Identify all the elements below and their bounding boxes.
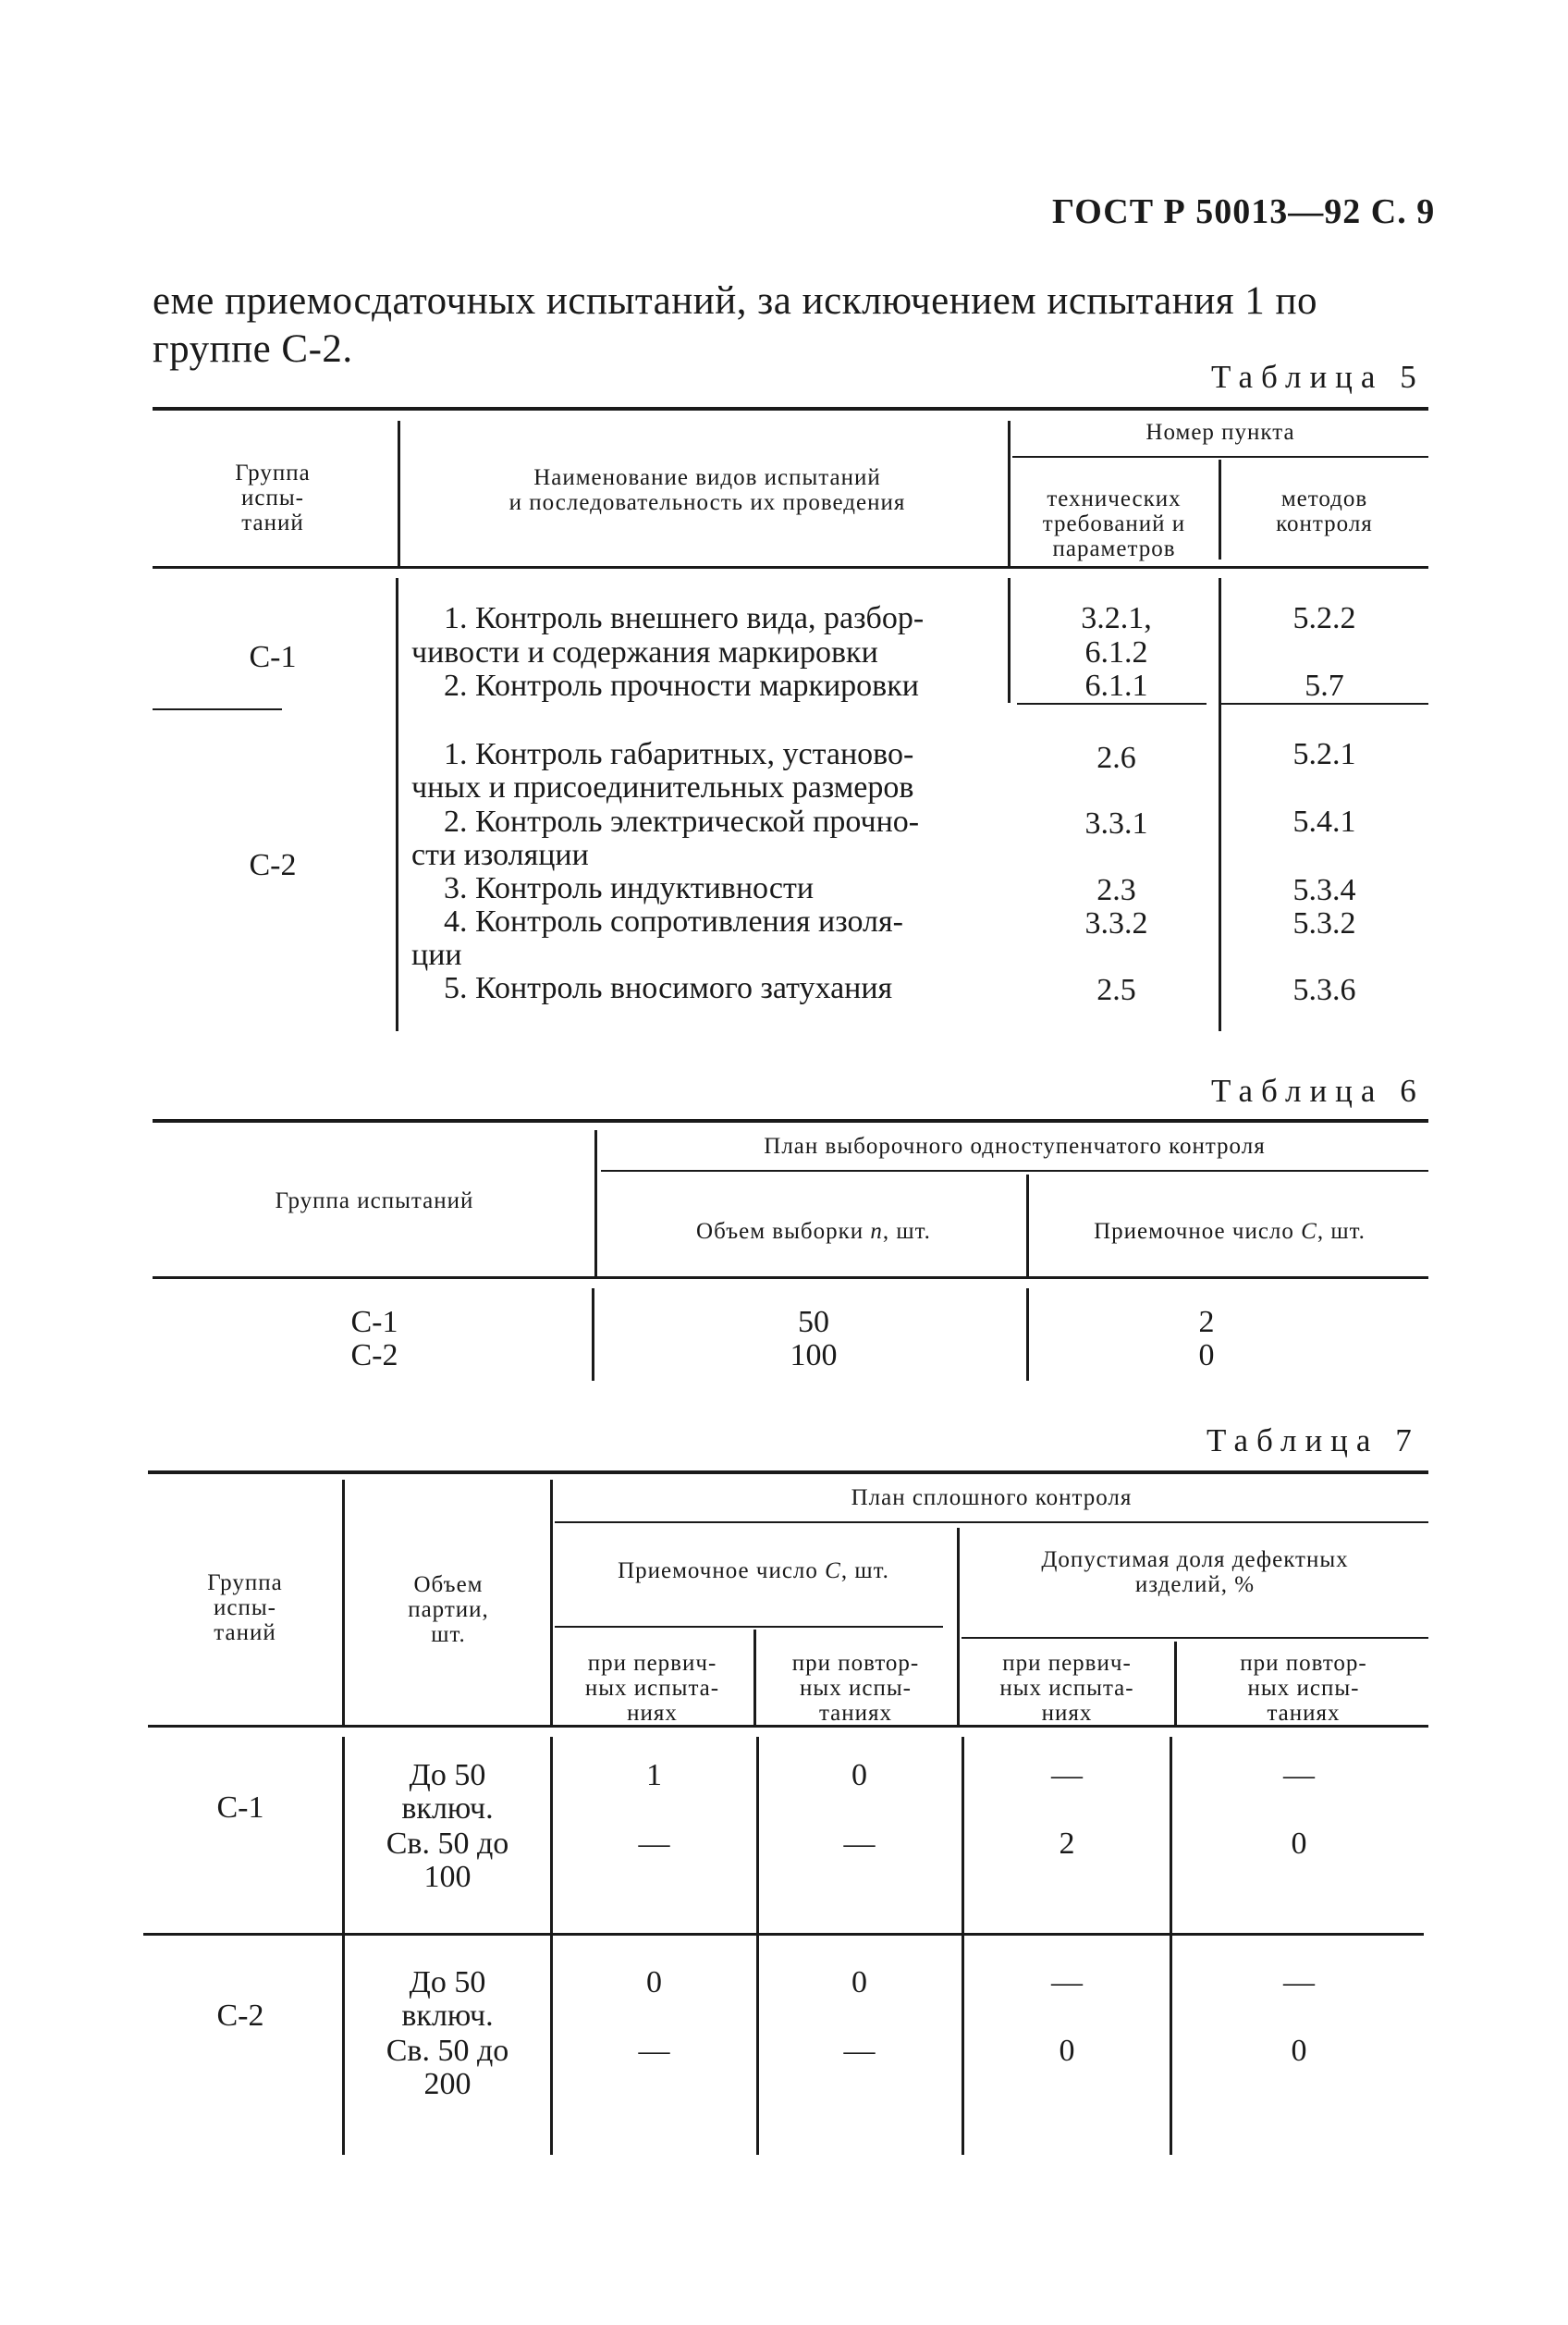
t5-row-name: 5. Контроль вносимого затухания [444, 971, 893, 1005]
t7-row-acc-repeat: 0 [851, 1965, 867, 1999]
t5-row-name: чивости и содержания маркировки [411, 635, 878, 670]
t6-row-sample: 50 [798, 1305, 829, 1339]
t6-row-group: С-1 [350, 1305, 398, 1339]
t5-row-name: 2. Контроль электрической прочно- [444, 805, 920, 839]
t7-row-acc-first: 1 [646, 1758, 662, 1792]
t7-row-acc-first: — [638, 2034, 670, 2068]
t7-row-def-first: 2 [1059, 1827, 1075, 1861]
t7-row-def-repeat: — [1283, 1965, 1315, 1999]
t5-row-method: 5.4.1 [1292, 805, 1356, 839]
t6-row-sample: 100 [790, 1338, 838, 1372]
t5-row-tech: 3.3.1 [1084, 806, 1148, 841]
table-6-caption: Таблица 6 [1211, 1073, 1425, 1109]
t7-col-accept: Приемочное число С, шт. [618, 1558, 889, 1583]
t7-row-def-repeat: 0 [1291, 2034, 1307, 2068]
t5-group-c2: С-2 [249, 848, 297, 882]
t7-row-def-first: 0 [1059, 2034, 1075, 2068]
t7-col-acc-repeat: при повтор- ных испы- таниях [791, 1651, 920, 1726]
t7-row-acc-repeat: — [843, 2034, 876, 2068]
t6-col-group: Группа испытаний [275, 1188, 474, 1213]
t7-group-c2: С-2 [216, 1999, 264, 2033]
t7-row-lot: Св. 50 до 100 [386, 1827, 509, 1894]
t5-col-name: Наименование видов испытаний и последовательность их проведения [508, 465, 906, 515]
t7-group-c1: С-1 [216, 1790, 264, 1825]
intro-line-2: группе С-2. [153, 327, 353, 371]
t6-row-group: С-2 [350, 1338, 398, 1372]
t7-row-def-repeat: — [1283, 1758, 1315, 1792]
t6-col-sample: Объем выборки n, шт. [696, 1219, 931, 1244]
t5-row-tech: 2.3 [1096, 873, 1136, 907]
t7-row-lot: До 50 включ. [401, 1965, 494, 2033]
intro-line-1: еме приемосдаточных испытаний, за исключением испытания 1 по [153, 279, 1318, 323]
t7-row-acc-first: 0 [646, 1965, 662, 1999]
t7-col-plan: План сплошного контроля [851, 1485, 1133, 1510]
t5-col-group: Группа испы- таний [235, 461, 311, 535]
t7-row-acc-repeat: — [843, 1827, 876, 1861]
t5-col-tech: технических требований и параметров [1042, 486, 1186, 561]
t7-row-acc-first: — [638, 1827, 670, 1861]
t6-row-accept: 0 [1198, 1338, 1215, 1372]
t7-col-group: Группа испы- таний [207, 1570, 283, 1645]
t5-row-tech: 3.3.2 [1084, 906, 1148, 941]
t7-col-def-repeat: при повтор- ных испы- таниях [1240, 1651, 1367, 1726]
t7-col-acc-first: при первич- ных испыта- ниях [584, 1651, 720, 1726]
t5-row-tech: 2.5 [1096, 973, 1136, 1007]
t7-col-lot: Объем партии, шт. [408, 1572, 489, 1647]
t7-col-defect: Допустимая доля дефектных изделий, % [1041, 1547, 1349, 1597]
t5-row-name: 1. Контроль габаритных, установо- [444, 737, 914, 771]
t5-row-method: 5.2.1 [1292, 737, 1356, 771]
t5-row-method: 5.7 [1305, 669, 1344, 703]
t5-group-c1: С-1 [249, 640, 297, 674]
t5-row-name: ции [411, 938, 462, 972]
t5-row-method: 5.3.2 [1292, 906, 1356, 941]
table-7-caption: Таблица 7 [1207, 1422, 1420, 1458]
t5-row-name: 2. Контроль прочности маркировки [444, 669, 919, 703]
t5-row-name: 1. Контроль внешнего вида, разбор- [444, 601, 925, 635]
t5-row-method: 5.3.6 [1292, 973, 1356, 1007]
t5-row-tech: 6.1.1 [1084, 669, 1148, 703]
t6-col-plan: План выборочного одноступенчатого контроля [764, 1134, 1266, 1159]
t7-row-lot: Св. 50 до 200 [386, 2034, 509, 2101]
t5-row-tech: 3.2.1, [1081, 601, 1152, 635]
t5-col-methods: методов контроля [1276, 486, 1373, 536]
t5-col-number: Номер пункта [1145, 420, 1295, 445]
t7-row-acc-repeat: 0 [851, 1758, 867, 1792]
t5-row-method: 5.3.4 [1292, 873, 1356, 907]
t7-col-def-first: при первич- ных испыта- ниях [999, 1651, 1134, 1726]
t5-row-name: 3. Контроль индуктивности [444, 871, 815, 905]
running-head: ГОСТ Р 50013—92 С. 9 [1052, 192, 1436, 231]
t6-col-accept: Приемочное число С, шт. [1094, 1219, 1366, 1244]
t5-row-name: 4. Контроль сопротивления изоля- [444, 904, 903, 939]
t5-row-name: сти изоляции [411, 838, 589, 872]
t5-row-tech: 6.1.2 [1084, 635, 1148, 670]
t7-row-lot: До 50 включ. [401, 1758, 494, 1826]
t7-row-def-repeat: 0 [1291, 1827, 1307, 1861]
table-5-caption: Таблица 5 [1211, 359, 1425, 395]
t7-row-def-first: — [1051, 1758, 1083, 1792]
t5-row-tech: 2.6 [1096, 741, 1136, 775]
t6-row-accept: 2 [1198, 1305, 1215, 1339]
t5-row-name: чных и присоединительных размеров [411, 770, 914, 805]
t7-row-def-first: — [1051, 1965, 1083, 1999]
t5-row-method: 5.2.2 [1292, 601, 1356, 635]
